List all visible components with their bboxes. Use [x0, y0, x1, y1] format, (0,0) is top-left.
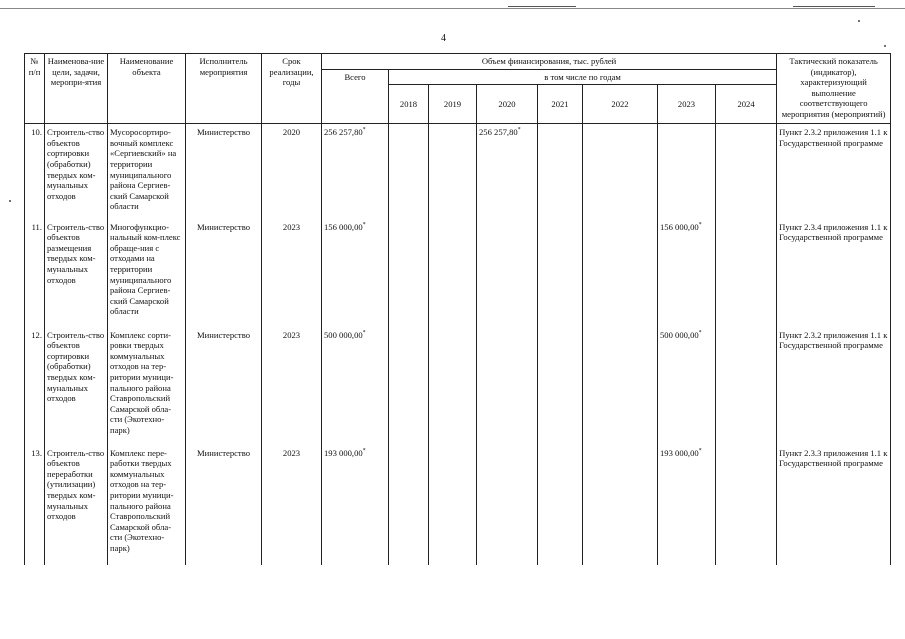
table-body — [25, 124, 891, 565]
col-indicator-header: Тактический показатель (индикатор), характеризующий выполнение соответствующего мероприятия (мероприятий) — [777, 54, 891, 124]
footnote-mark: * — [362, 447, 366, 454]
row-object: Многофункцио-нальный ком-плекс обраще-ния с отходами на территории муниципального района Сергиев-ский Самарской области — [108, 219, 186, 327]
row-year-amount — [658, 124, 716, 219]
top-rule-mid — [508, 6, 576, 7]
row-year-amount — [429, 219, 477, 327]
year-header: 2022 — [583, 85, 658, 124]
footnote-mark: * — [698, 329, 702, 336]
row-year-amount — [477, 327, 538, 445]
row-year-amount — [477, 445, 538, 565]
row-year-amount — [583, 445, 658, 565]
row-year-amount — [716, 327, 777, 445]
row-year-amount — [658, 445, 716, 565]
row-total-value — [324, 127, 366, 137]
row-number: 13. — [25, 445, 45, 565]
page-number: 4 — [441, 33, 446, 44]
year-amount-value — [660, 330, 702, 340]
amount-text: 500 000,00 — [660, 329, 699, 340]
year-header: 2023 — [658, 85, 716, 124]
row-year-amount — [389, 327, 429, 445]
amount-text: 193 000,00 — [324, 447, 363, 458]
row-total — [322, 327, 389, 445]
col-goal-header: Наименова-ние цели, задачи, меропри-ятия — [45, 54, 108, 124]
row-total — [322, 445, 389, 565]
row-year-amount — [716, 219, 777, 327]
row-year-amount — [583, 219, 658, 327]
amount-text: 156 000,00 — [324, 221, 363, 232]
col-num-header: № п/п — [25, 54, 45, 124]
row-goal: Строитель-ство объектов размещения твердых ком-мунальных отходов — [45, 219, 108, 327]
amount-text: 193 000,00 — [660, 447, 699, 458]
row-year-amount — [429, 445, 477, 565]
row-number: 10. — [25, 124, 45, 219]
row-year: 2020 — [262, 124, 322, 219]
amount-text: 500 000,00 — [324, 329, 363, 340]
row-year-amount — [538, 219, 583, 327]
row-year-amount — [658, 219, 716, 327]
year-header: 2019 — [429, 85, 477, 124]
row-indicator: Пункт 2.3.2 приложения 1.1 к Государственной программе — [777, 124, 891, 219]
row-year-amount — [538, 327, 583, 445]
row-year-amount — [429, 124, 477, 219]
row-executor: Министерство — [186, 219, 262, 327]
row-executor: Министерство — [186, 445, 262, 565]
row-object: Мусоросортиро-вочный комплекс «Сергиевский» на территории муниципального района Сергиев-ский Самарской области — [108, 124, 186, 219]
row-year-amount — [538, 445, 583, 565]
row-object: Комплекс пере-работки твердых коммунальных отходов на тер-ритории муници-пального района Ставропольский Самарской обла-сти (Экотехно-парк) — [108, 445, 186, 565]
footnote-mark: * — [517, 127, 521, 134]
row-total — [322, 219, 389, 327]
year-header: 2021 — [538, 85, 583, 124]
row-year-amount — [389, 124, 429, 219]
row-year: 2023 — [262, 327, 322, 445]
row-executor: Министерство — [186, 327, 262, 445]
row-goal: Строитель-ство объектов переработки (утилизации) твердых ком-мунальных отходов — [45, 445, 108, 565]
row-year-amount — [477, 124, 538, 219]
row-goal: Строитель-ство объектов сортировки (обработки) твердых ком-мунальных отходов — [45, 124, 108, 219]
row-year-amount — [583, 124, 658, 219]
amount-text: 256 257,80 — [324, 127, 363, 138]
footnote-mark: * — [362, 329, 366, 336]
row-number: 12. — [25, 327, 45, 445]
row-year-amount — [477, 219, 538, 327]
scan-speck — [858, 20, 860, 22]
row-year-amount — [429, 327, 477, 445]
row-object: Комплекс сорти-ровки твердых коммунальных отходов на тер-ритории муници-пального района Ставропольский Самарской обла-сти (Экотехно-парк) — [108, 327, 186, 445]
col-period-header: Срок реализации, годы — [262, 54, 322, 124]
row-total-value — [324, 222, 366, 232]
row-executor: Министерство — [186, 124, 262, 219]
col-object-header: Наименование объекта — [108, 54, 186, 124]
row-year-amount — [538, 124, 583, 219]
header-row-1 — [25, 54, 891, 70]
row-year-amount — [716, 124, 777, 219]
top-rule-right — [793, 6, 875, 7]
footnote-mark: * — [698, 221, 702, 228]
col-by-years-header: в том числе по годам — [389, 69, 777, 85]
col-total-header: Всего — [322, 69, 389, 124]
row-year-amount — [389, 445, 429, 565]
row-indicator: Пункт 2.3.4 приложения 1.1 к Государственной программе — [777, 219, 891, 327]
row-indicator: Пункт 2.3.3 приложения 1.1 к Государственной программе — [777, 445, 891, 565]
scan-speck — [9, 200, 11, 202]
top-rule-left — [0, 8, 905, 9]
row-total-value — [324, 330, 366, 340]
row-year: 2023 — [262, 219, 322, 327]
footnote-mark: * — [698, 447, 702, 454]
year-amount-value — [660, 222, 702, 232]
funding-table — [24, 53, 891, 565]
year-amount-value — [479, 127, 521, 137]
table-row — [25, 445, 891, 565]
row-goal: Строитель-ство объектов сортировки (обработки) твердых ком-мунальных отходов — [45, 327, 108, 445]
year-header: 2024 — [716, 85, 777, 124]
year-amount-value — [660, 448, 702, 458]
footnote-mark: * — [362, 221, 366, 228]
amount-text: 156 000,00 — [660, 221, 699, 232]
col-funding-header: Объем финансирования, тыс. рублей — [322, 54, 777, 70]
table-row — [25, 219, 891, 327]
amount-text: 256 257,80 — [479, 127, 518, 138]
row-year-amount — [658, 327, 716, 445]
col-executor-header: Исполнитель мероприятия — [186, 54, 262, 124]
footnote-mark: * — [362, 127, 366, 134]
row-indicator: Пункт 2.3.2 приложения 1.1 к Государственной программе — [777, 327, 891, 445]
table-row — [25, 327, 891, 445]
row-year-amount — [716, 445, 777, 565]
row-year: 2023 — [262, 445, 322, 565]
table-row — [25, 124, 891, 219]
row-total — [322, 124, 389, 219]
year-header: 2020 — [477, 85, 538, 124]
row-total-value — [324, 448, 366, 458]
row-number: 11. — [25, 219, 45, 327]
year-header: 2018 — [389, 85, 429, 124]
scan-speck — [884, 45, 886, 47]
row-year-amount — [389, 219, 429, 327]
row-year-amount — [583, 327, 658, 445]
